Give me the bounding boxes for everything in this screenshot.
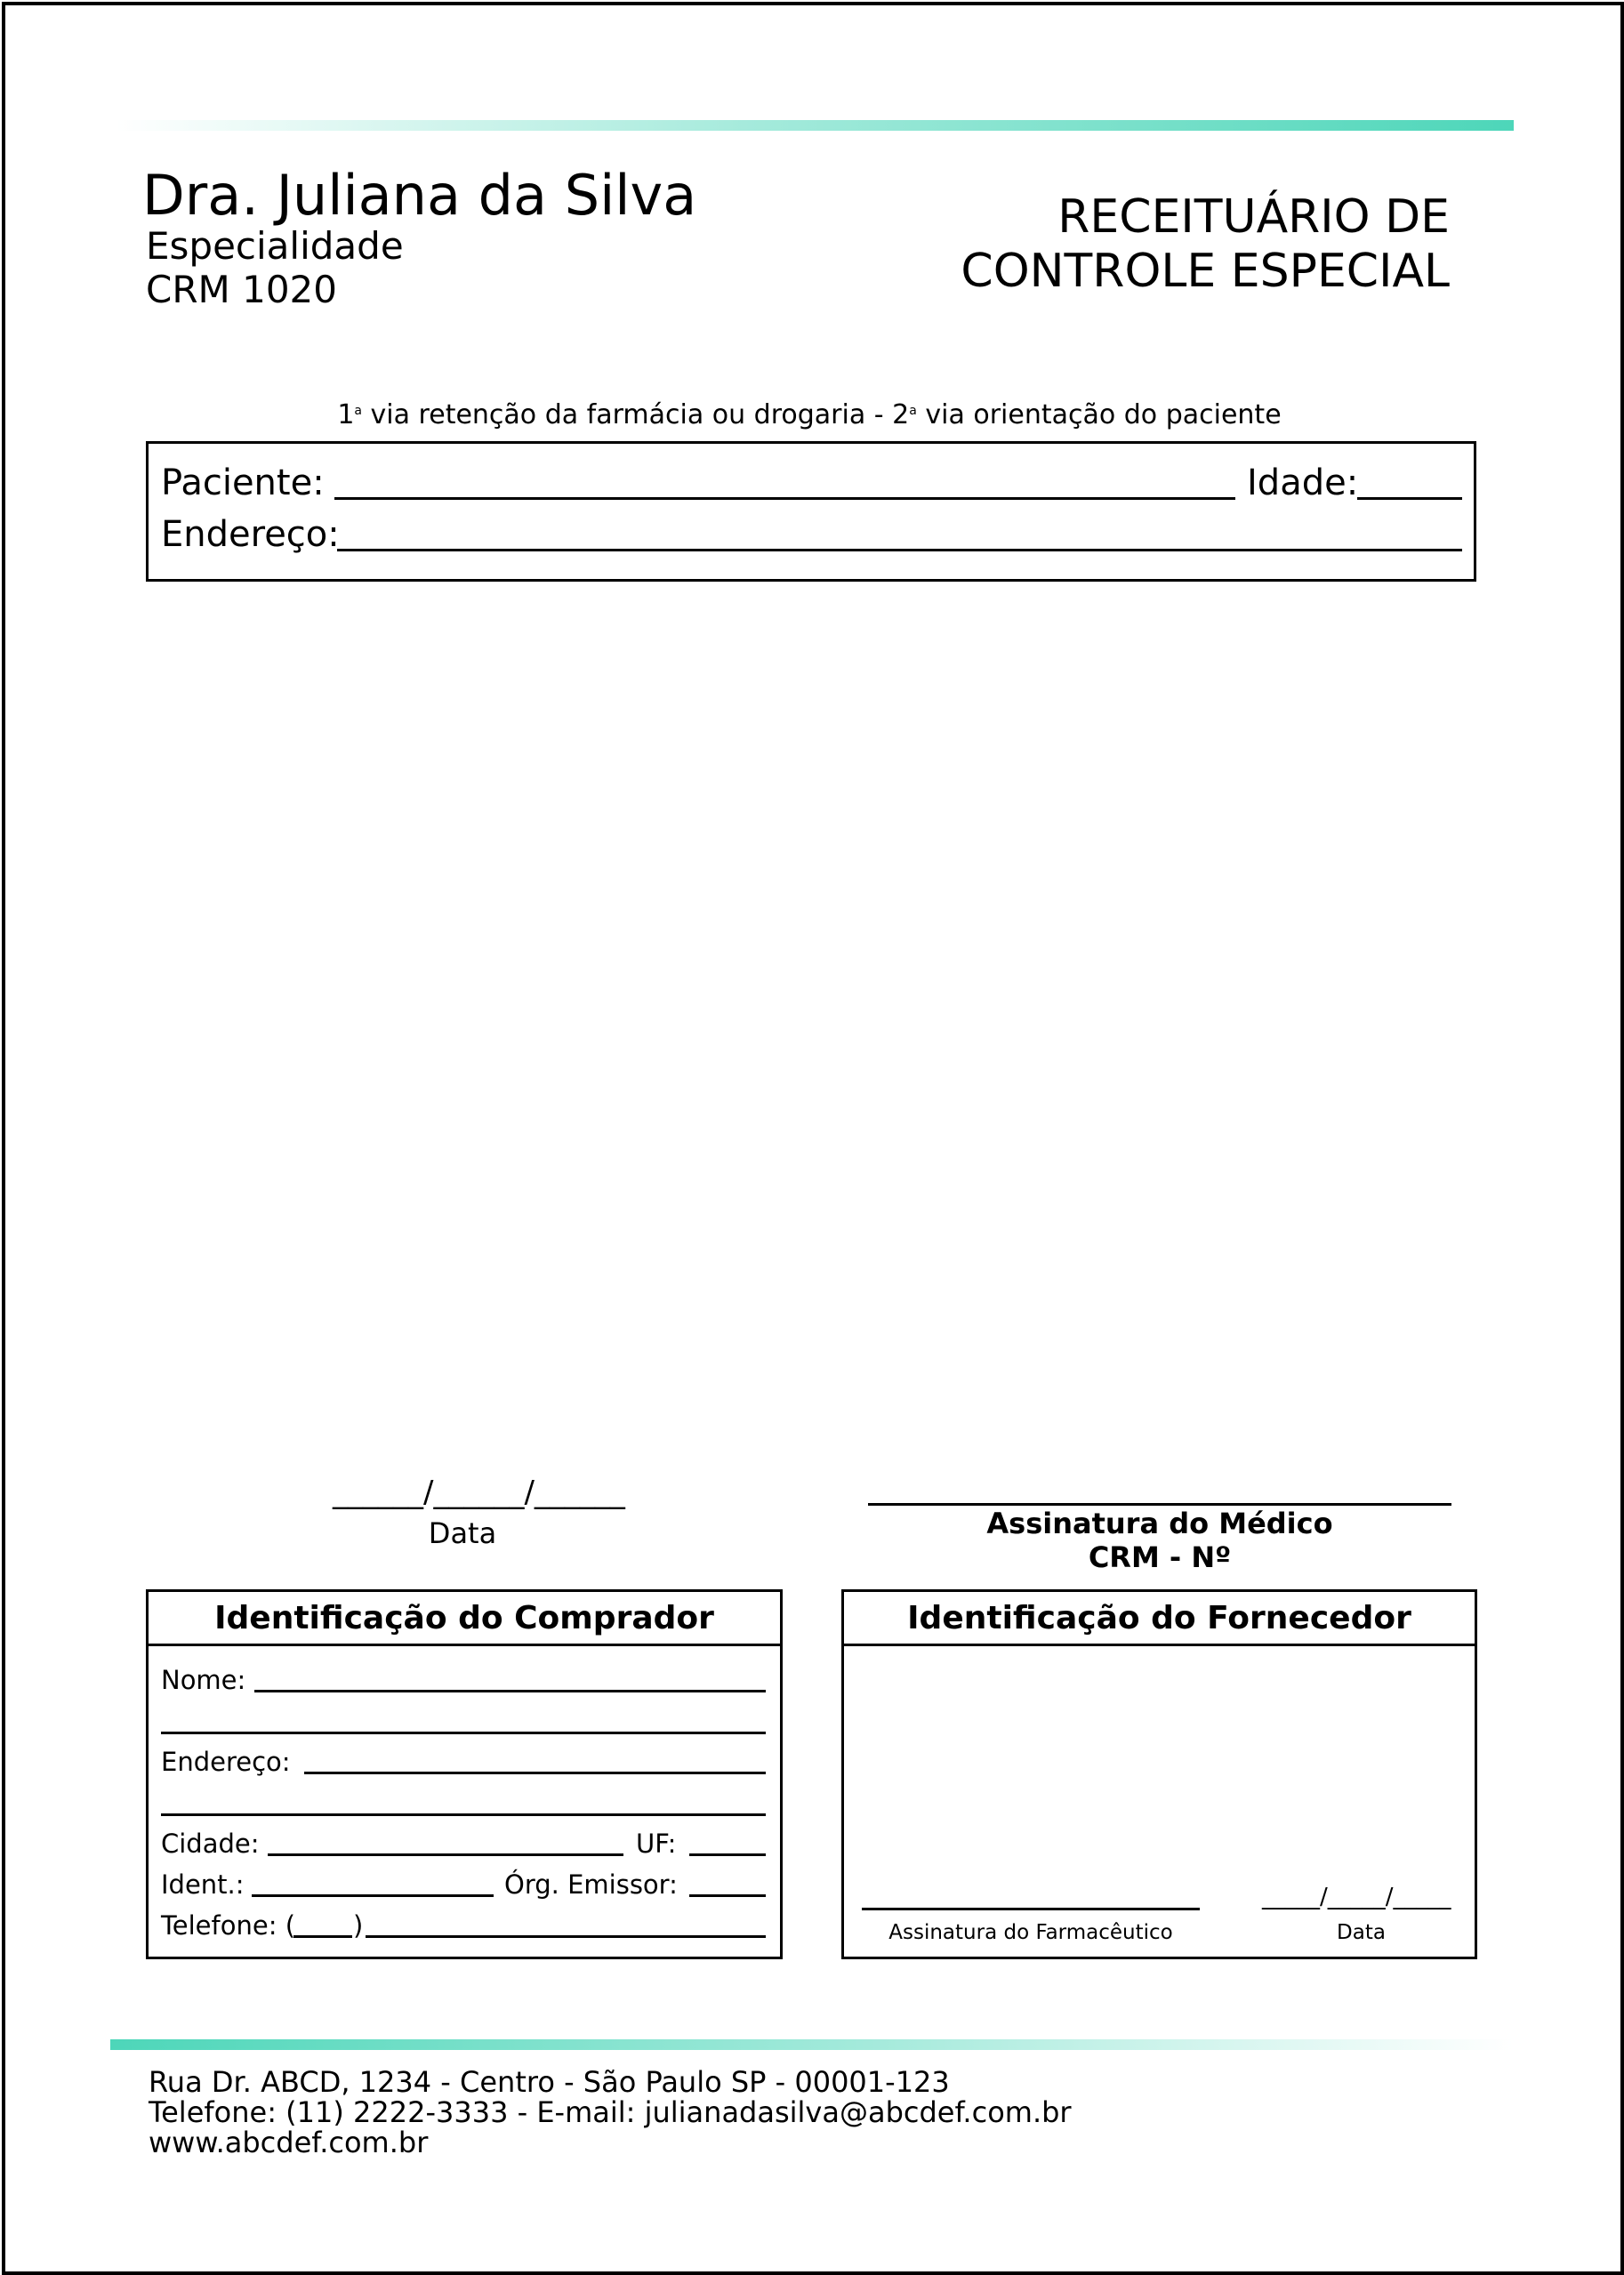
supplier-date-label: Data (1337, 1921, 1386, 1944)
age-label: Idade: (1247, 462, 1359, 503)
address-line[interactable] (337, 549, 1462, 551)
doctor-crm: CRM 1020 (146, 268, 337, 311)
footer-website: www.abcdef.com.br (149, 2126, 429, 2159)
patient-label: Paciente: (161, 462, 325, 503)
buyer-uf-label: UF: (636, 1829, 677, 1859)
buyer-city-line[interactable] (268, 1853, 623, 1856)
buyer-org-line[interactable] (689, 1894, 766, 1897)
patient-name-line[interactable] (334, 497, 1235, 500)
document-title-line1: RECEITUÁRIO DE (1057, 190, 1450, 244)
footer-accent-bar (110, 2039, 1514, 2050)
doctor-specialty: Especialidade (146, 224, 404, 268)
buyer-address-label: Endereço: (161, 1747, 291, 1777)
doctor-name: Dra. Juliana da Silva (142, 163, 697, 228)
footer-contact: Telefone: (11) 2222-3333 - E-mail: julianadasilva@abcdef.com.br (149, 2095, 1072, 2129)
buyer-name-label: Nome: (161, 1665, 246, 1695)
date-label: Data (428, 1516, 497, 1550)
buyer-phone-line[interactable] (366, 1935, 766, 1938)
buyer-uf-line[interactable] (689, 1853, 766, 1856)
buyer-address-line-2[interactable] (161, 1813, 766, 1816)
buyer-org-label: Órg. Emissor: (504, 1869, 678, 1900)
buyer-phone-area-line[interactable] (293, 1935, 352, 1938)
via-note-part1: 1 (337, 399, 355, 430)
buyer-address-line[interactable] (304, 1772, 766, 1774)
buyer-name-line[interactable] (254, 1690, 766, 1692)
buyer-city-label: Cidade: (161, 1829, 260, 1859)
buyer-identification-box (146, 1589, 783, 1959)
buyer-phone-paren: ) (353, 1910, 364, 1941)
document-title (889, 190, 1450, 299)
date-blank[interactable]: ______/______/______ (333, 1475, 625, 1510)
pharmacist-signature-line[interactable] (862, 1908, 1200, 1910)
via-note-sup2: a (909, 404, 917, 418)
doctor-signature-label: Assinatura do Médico (986, 1507, 1333, 1540)
doctor-signature-line[interactable] (868, 1503, 1451, 1506)
supplier-date-blank[interactable]: _____/_____/_____ (1262, 1884, 1451, 1910)
buyer-ident-line[interactable] (252, 1894, 494, 1897)
buyer-name-line-2[interactable] (161, 1732, 766, 1734)
supplier-identification-title: Identificação do Fornecedor (844, 1592, 1475, 1646)
copy-destination-note (142, 395, 1476, 431)
address-label: Endereço: (161, 514, 340, 555)
pharmacist-signature-label: Assinatura do Farmacêutico (888, 1921, 1173, 1944)
patient-box (146, 441, 1476, 582)
via-note-part2: via retenção da farmácia ou drogaria - 2 (362, 399, 910, 430)
footer-address: Rua Dr. ABCD, 1234 - Centro - São Paulo SP - 00001-123 (149, 2065, 950, 2099)
via-note-part3: via orientação do paciente (916, 399, 1282, 430)
document-title-line2: CONTROLE ESPECIAL (961, 245, 1450, 298)
buyer-phone-label: Telefone: ( (161, 1910, 296, 1941)
buyer-identification-title: Identificação do Comprador (149, 1592, 780, 1646)
via-note-sup1: a (354, 404, 363, 418)
supplier-identification-box (841, 1589, 1477, 1959)
header-accent-bar (116, 120, 1514, 131)
doctor-crm-label: CRM - Nº (1088, 1540, 1232, 1574)
buyer-ident-label: Ident.: (161, 1869, 245, 1900)
age-line[interactable] (1357, 497, 1462, 500)
